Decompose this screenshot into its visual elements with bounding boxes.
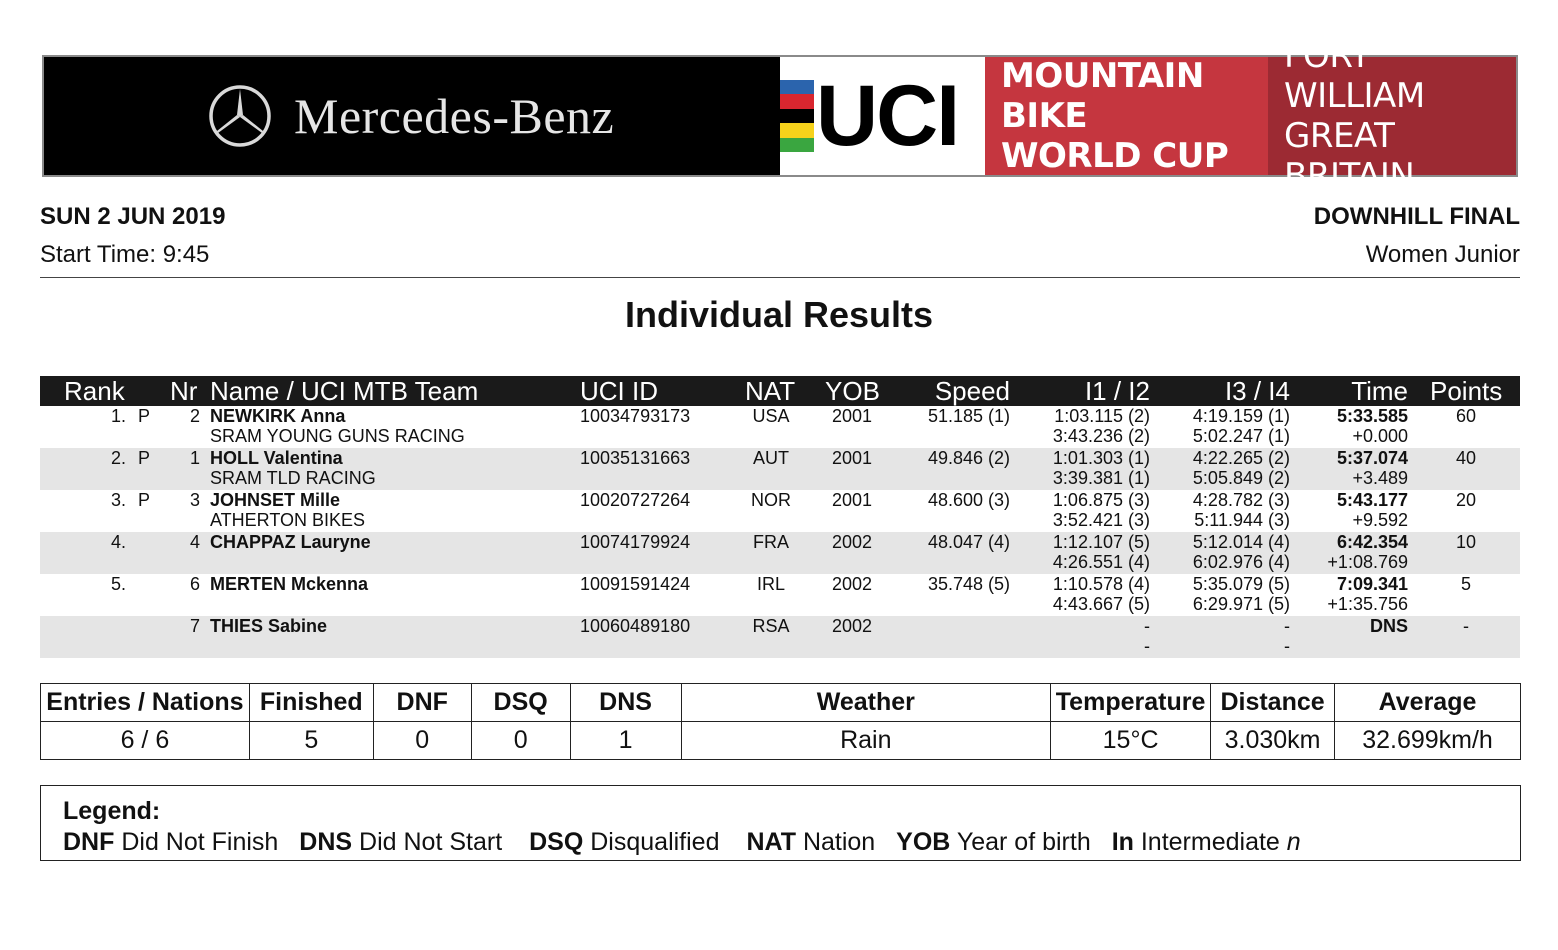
cell-speed: 49.846 (2) (927, 448, 1010, 468)
summary-value: 1 (570, 722, 681, 760)
summary-header: Entries / Nations (41, 684, 250, 722)
cell-uci-id: 10091591424 (580, 574, 691, 594)
page-title: Individual Results (624, 294, 934, 335)
col-nr: Nr (170, 376, 198, 406)
col-points: Points (1430, 376, 1503, 406)
cell-rider-name: CHAPPAZ Lauryne (210, 532, 371, 552)
summary-header: DNS (570, 684, 681, 722)
cell-points: - (1463, 616, 1469, 636)
legend-item: NAT Nation (746, 828, 876, 856)
cell-time: 6:42.354 (1336, 532, 1408, 552)
summary-value: 3.030km (1211, 722, 1335, 760)
summary-header: Average (1335, 684, 1521, 722)
event-banner (44, 36, 1516, 196)
cell-i3: - (1284, 616, 1290, 636)
col-yob: YOB (825, 376, 880, 406)
series-line-2: WORLD CUP (1001, 136, 1229, 176)
uci-wordmark: UCI (816, 68, 959, 164)
col-time: Time (1351, 376, 1408, 406)
cell-rank: 2. (110, 448, 126, 468)
cell-gap: +9.592 (1352, 510, 1408, 530)
cell-yob: 2002 (831, 616, 873, 636)
table-row (40, 532, 1520, 574)
summary-value: 6 / 6 (41, 722, 250, 760)
cell-team: SRAM TLD RACING (210, 468, 376, 488)
cell-i2: 3:43.236 (2) (1052, 426, 1150, 446)
results-header-row (40, 376, 1520, 406)
cell-nat: NOR (751, 490, 791, 510)
col-rank: Rank (64, 376, 125, 406)
col-i1-i2: I1 / I2 (1084, 376, 1150, 406)
cell-i3: 4:22.265 (2) (1192, 448, 1290, 468)
cell-rider-name: THIES Sabine (210, 616, 328, 636)
cell-gap: +1:35.756 (1327, 594, 1408, 614)
header-divider (40, 277, 1520, 278)
cell-speed: 51.185 (1) (927, 406, 1010, 426)
event-name: DOWNHILL FINAL (1313, 203, 1520, 230)
summary-header: Weather (681, 684, 1051, 722)
cell-rank: 3. (110, 490, 126, 510)
cell-nr: 7 (189, 616, 200, 636)
cell-speed: 35.748 (5) (927, 574, 1010, 594)
summary-header: DNF (373, 684, 471, 722)
cell-uci-id: 10034793173 (580, 406, 691, 426)
cell-i1: 1:12.107 (5) (1052, 532, 1150, 552)
col-name: Name / UCI MTB Team (210, 376, 479, 406)
cell-rank: 4. (110, 532, 126, 552)
cell-i3: 4:19.159 (1) (1192, 406, 1290, 426)
cell-rider-name: HOLL Valentina (210, 448, 343, 468)
cell-speed: 48.047 (4) (927, 532, 1010, 552)
cell-rank: 5. (110, 574, 126, 594)
col-nat: NAT (745, 376, 796, 406)
legend-item: DSQ Disqualified (529, 828, 720, 856)
summary-header: Distance (1211, 684, 1335, 722)
uci-rainbow-stripes (780, 80, 814, 152)
cell-time: 5:33.585 (1336, 406, 1408, 426)
cell-i4: 5:02.247 (1) (1192, 426, 1290, 446)
legend-item: DNF Did Not Finish (63, 828, 279, 856)
cell-flag: P (138, 490, 151, 510)
cell-nat: FRA (753, 532, 789, 552)
sponsor-section (44, 57, 780, 175)
summary-header: DSQ (471, 684, 570, 722)
cell-uci-id: 10035131663 (580, 448, 691, 468)
series-name (985, 57, 1268, 175)
cell-nat: IRL (756, 574, 785, 594)
cell-points: 40 (1455, 448, 1477, 468)
summary-header-row (41, 684, 1521, 722)
cell-i1: 1:03.115 (2) (1054, 406, 1150, 426)
cell-i3: 5:12.014 (4) (1192, 532, 1290, 552)
cell-points: 20 (1455, 490, 1477, 510)
cell-gap: +0.000 (1352, 426, 1408, 446)
category-name: Women Junior (1365, 241, 1520, 268)
cell-nat: RSA (752, 616, 790, 636)
cell-i4: 5:11.944 (3) (1194, 510, 1290, 530)
cell-flag: P (138, 406, 151, 426)
cell-points: 5 (1460, 574, 1471, 594)
cell-speed: 48.600 (3) (927, 490, 1010, 510)
table-row (40, 406, 1520, 448)
venue-line-1: FORT WILLIAM (1284, 36, 1425, 116)
series-line-1: MOUNTAIN BIKE (1001, 56, 1204, 136)
cell-i4: 5:05.849 (2) (1192, 468, 1290, 488)
cell-i1: 1:01.303 (1) (1052, 448, 1150, 468)
legend-item: DNS Did Not Start (299, 828, 503, 856)
table-row (40, 574, 1520, 616)
summary-value: 32.699km/h (1335, 722, 1521, 760)
venue-line-2: GREAT BRITAIN (1284, 116, 1415, 196)
race-date: SUN 2 JUN 2019 (40, 203, 226, 230)
cell-nr: 1 (189, 448, 200, 468)
cell-rider-name: NEWKIRK Anna (210, 406, 346, 426)
cell-nr: 2 (189, 406, 200, 426)
mercedes-star-logo (208, 84, 272, 148)
cell-time: DNS (1369, 616, 1408, 636)
race-summary-table (40, 683, 1521, 760)
cell-yob: 2001 (831, 490, 873, 510)
legend-title: Legend: (63, 797, 161, 825)
cell-i3: 4:28.782 (3) (1192, 490, 1290, 510)
summary-header: Temperature (1051, 684, 1211, 722)
summary-value: 0 (471, 722, 570, 760)
cell-rank: 1. (110, 406, 126, 426)
cell-i1: 1:06.875 (3) (1052, 490, 1150, 510)
summary-value: 5 (249, 722, 373, 760)
cell-uci-id: 10020727264 (580, 490, 691, 510)
cell-time: 7:09.341 (1336, 574, 1408, 594)
cell-i2: 4:43.667 (5) (1052, 594, 1150, 614)
col-uci-id: UCI ID (580, 376, 658, 406)
legend-item: In Intermediate n (1111, 828, 1301, 856)
cell-team: ATHERTON BIKES (210, 510, 366, 530)
cell-i1: - (1144, 616, 1150, 636)
cell-gap: +1:08.769 (1327, 552, 1408, 572)
summary-value: 0 (373, 722, 471, 760)
cell-points: 10 (1455, 532, 1477, 552)
cell-i2: - (1144, 636, 1150, 656)
start-time: Start Time: 9:45 (40, 241, 210, 268)
cell-i1: 1:10.578 (4) (1052, 574, 1150, 594)
cell-flag: P (138, 448, 151, 468)
cell-time: 5:43.177 (1336, 490, 1408, 510)
cell-time: 5:37.074 (1336, 448, 1408, 468)
summary-header: Finished (249, 684, 373, 722)
cell-i4: - (1284, 636, 1290, 656)
cell-yob: 2001 (831, 448, 873, 468)
table-row (40, 448, 1520, 490)
cell-yob: 2002 (831, 574, 873, 594)
cell-gap: +3.489 (1352, 468, 1408, 488)
table-row (40, 490, 1520, 532)
summary-value: 15°C (1051, 722, 1211, 760)
legend-item: YOB Year of birth (896, 828, 1091, 856)
uci-logo (780, 57, 985, 175)
cell-i4: 6:02.976 (4) (1192, 552, 1290, 572)
col-speed: Speed (934, 376, 1010, 406)
cell-yob: 2002 (831, 532, 873, 552)
results-table (40, 376, 1520, 658)
cell-nr: 3 (189, 490, 200, 510)
cell-i4: 6:29.971 (5) (1192, 594, 1290, 614)
cell-rider-name: JOHNSET Mille (210, 490, 341, 510)
summary-value-row (41, 722, 1521, 760)
table-row (40, 616, 1520, 658)
cell-i2: 3:39.381 (1) (1052, 468, 1150, 488)
cell-uci-id: 10060489180 (580, 616, 691, 636)
cell-uci-id: 10074179924 (580, 532, 691, 552)
cell-nat: AUT (753, 448, 789, 468)
cell-nat: USA (752, 406, 790, 426)
legend-items (63, 826, 1520, 858)
cell-i2: 3:52.421 (3) (1052, 510, 1150, 530)
cell-i3: 5:35.079 (5) (1192, 574, 1290, 594)
cell-nr: 4 (189, 532, 200, 552)
legend-box (40, 785, 1521, 861)
cell-points: 60 (1455, 406, 1477, 426)
col-i3-i4: I3 / I4 (1224, 376, 1290, 406)
cell-nr: 6 (189, 574, 200, 594)
cell-rider-name: MERTEN Mckenna (210, 574, 369, 594)
sponsor-name: Mercedes-Benz (294, 88, 615, 144)
cell-yob: 2001 (831, 406, 873, 426)
cell-i2: 4:26.551 (4) (1052, 552, 1150, 572)
cell-team: SRAM YOUNG GUNS RACING (210, 426, 465, 446)
venue-name (1268, 36, 1516, 196)
summary-value: Rain (681, 722, 1051, 760)
